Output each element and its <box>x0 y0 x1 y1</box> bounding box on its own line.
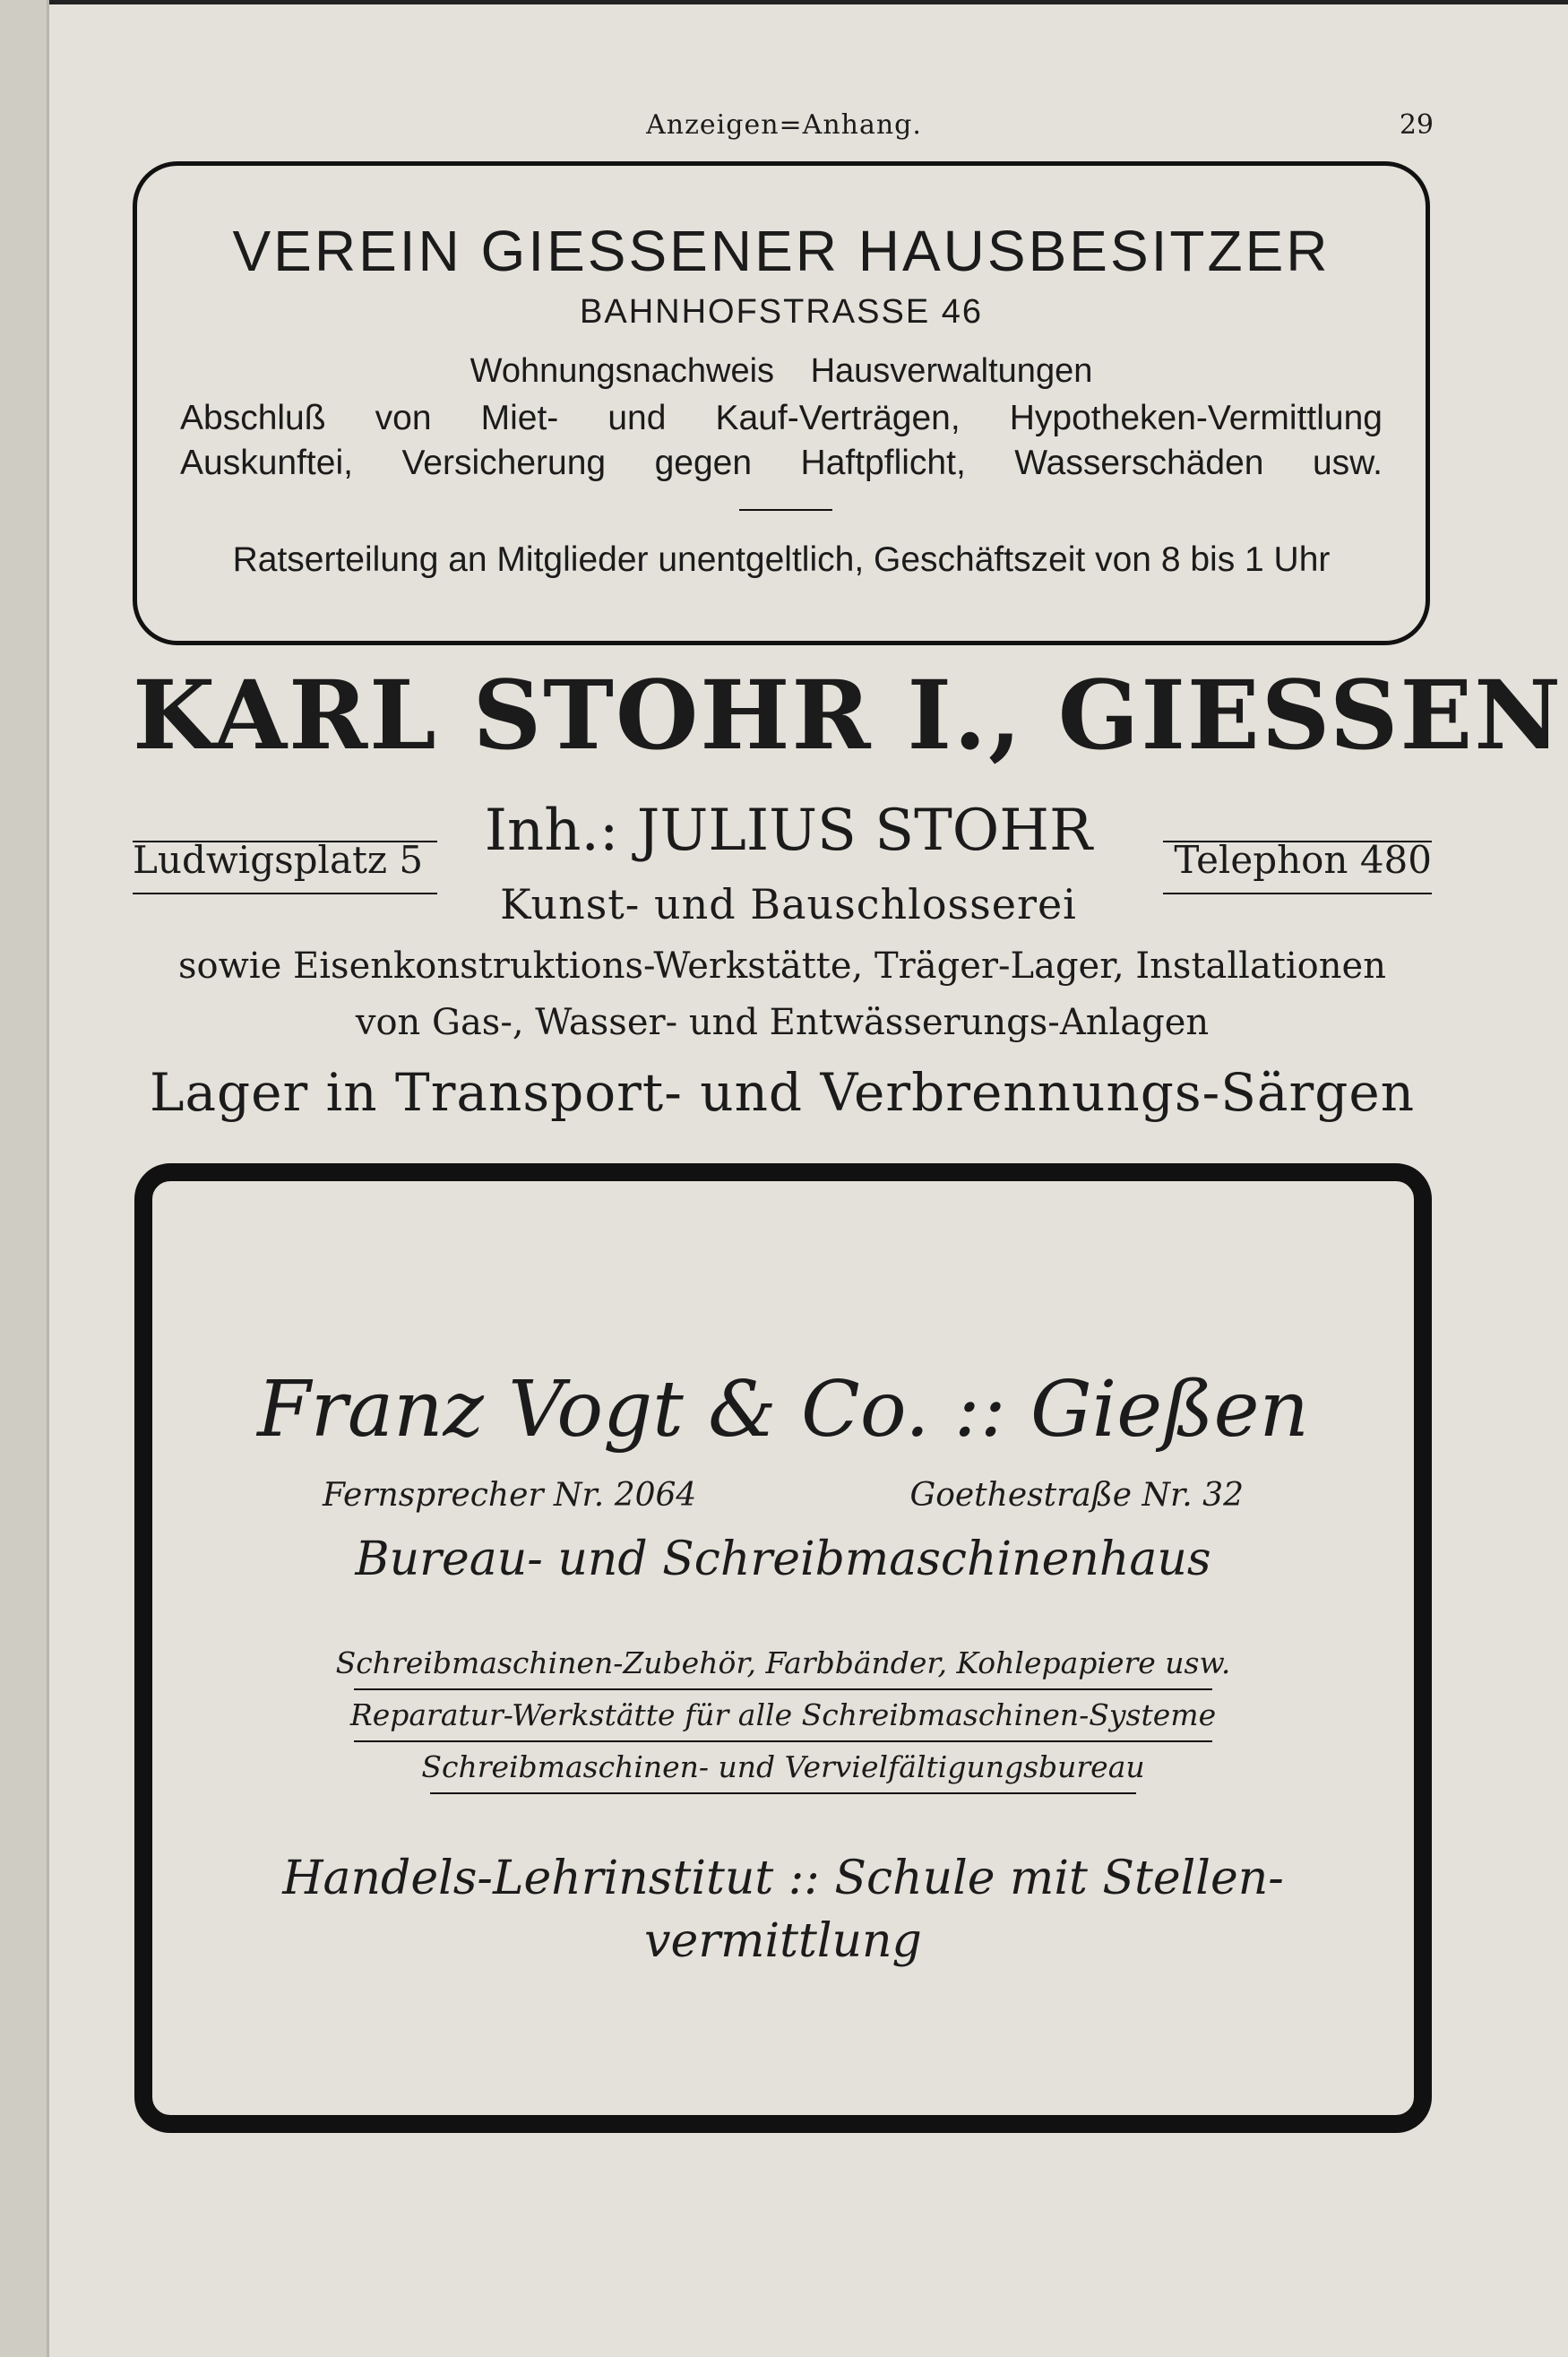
ad-vogt-service1: Schreibmaschinen-Zubehör, Farbbänder, Kohlepapiere usw. <box>335 1645 1231 1680</box>
ad-vogt-rule3 <box>430 1792 1136 1794</box>
ad-stohr-address: Ludwigsplatz 5 <box>133 838 424 882</box>
page-gutter-edge <box>47 0 49 2357</box>
ad-stohr-rule-right-bottom <box>1163 893 1432 894</box>
ad-stohr-line1: sowie Eisenkonstruktions-Werkstätte, Träger-Lager, Installationen <box>178 945 1386 987</box>
ad-vogt-school-line1: Handels-Lehrinstitut :: Schule mit Stellen- <box>282 1852 1284 1905</box>
ad-franz-vogt <box>134 1163 1432 2133</box>
ad-verein-line4: Ratserteilung an Mitglieder unentgeltlich, Geschäftszeit von 8 bis 1 Uhr <box>232 540 1331 579</box>
ad-stohr-rule-left-bottom <box>133 893 437 894</box>
top-border <box>0 0 1568 4</box>
page-gutter <box>0 0 47 2357</box>
ad-vogt-trade: Bureau- und Schreibmaschinenhaus <box>355 1532 1211 1586</box>
ad-vogt-school-line2: vermittlung <box>644 1914 922 1968</box>
ad-vogt-service3: Schreibmaschinen- und Vervielfältigungsbureau <box>421 1749 1145 1784</box>
ad-verein-divider <box>739 509 832 511</box>
ad-verein-hausbesitzer <box>133 161 1430 645</box>
ad-stohr-trade: Kunst- und Bauschlosserei <box>500 880 1077 928</box>
ad-vogt-rule1 <box>354 1688 1212 1690</box>
ad-stohr-line2: von Gas-, Wasser- und Entwässerungs-Anlagen <box>355 1002 1210 1043</box>
ad-verein-name: VEREIN GIESSENER HAUSBESITZER <box>232 219 1331 283</box>
ad-verein-line3: Auskunftei, Versicherung gegen Haftpflicht, Wasserschäden usw. <box>180 444 1383 482</box>
ad-stohr-line3: Lager in Transport- und Verbrennungs-Särgen <box>149 1062 1416 1123</box>
ad-vogt-rule2 <box>354 1740 1212 1742</box>
ad-verein-line1: Wohnungsnachweis Hausverwaltungen <box>470 352 1093 390</box>
ad-stohr-name: KARL STOHR I., GIESSEN <box>133 659 1564 771</box>
ad-verein-line2: Abschluß von Miet- und Kauf-Verträgen, Hypotheken-Vermittlung <box>180 399 1383 437</box>
header-title: Anzeigen=Anhang. <box>646 109 922 141</box>
ad-vogt-service2: Reparatur-Werkstätte für alle Schreibmaschinen-Systeme <box>349 1697 1217 1732</box>
ad-stohr-owner: Inh.: JULIUS STOHR <box>484 798 1093 864</box>
ad-vogt-name: Franz Vogt & Co. :: Gießen <box>257 1365 1309 1455</box>
ad-vogt-phone: Fernsprecher Nr. 2064 <box>323 1477 697 1514</box>
ad-stohr-telephone: Telephon 480 <box>1174 838 1432 882</box>
page-number: 29 <box>1399 109 1434 141</box>
running-header <box>134 109 1434 154</box>
ad-vogt-street: Goethestraße Nr. 32 <box>909 1477 1244 1514</box>
ad-verein-address: BAHNHOFSTRASSE 46 <box>580 293 983 331</box>
